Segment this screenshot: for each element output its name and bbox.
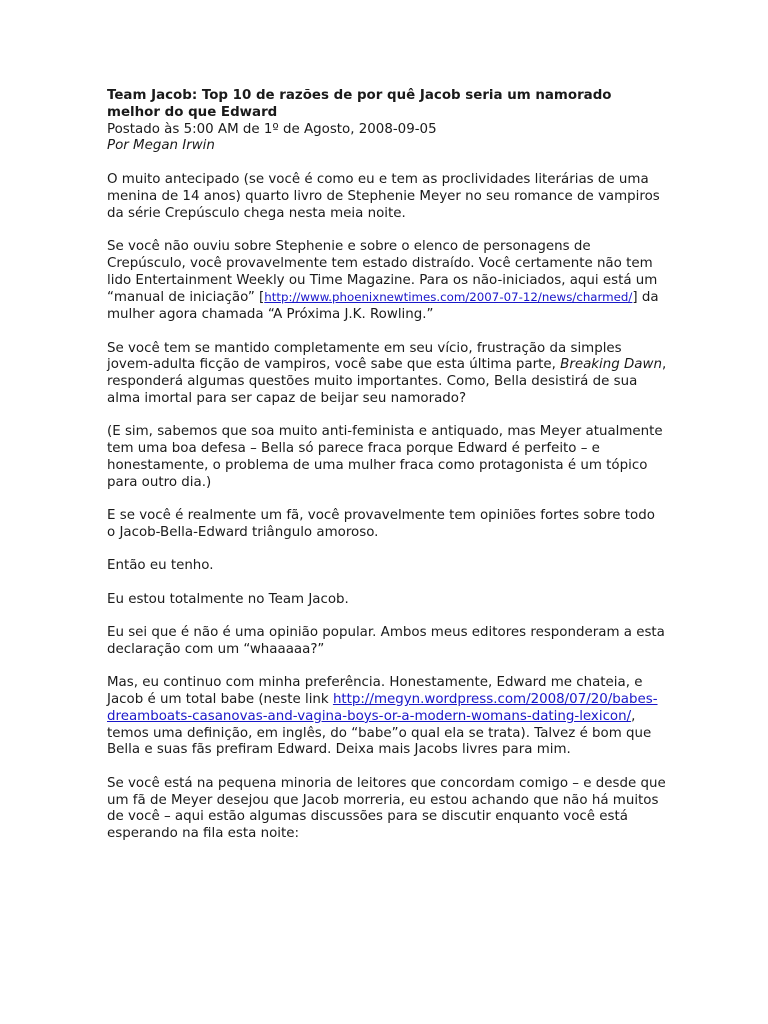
- paragraph-text: , temos uma definição, em inglês, do “babe”o qual ela se trata). Talvez é bom que Bella e suas fãs prefiram Edward. Deixa mais Jacobs livres para mim.: [107, 708, 652, 758]
- paragraph-background: [107, 239, 667, 324]
- post-date: Postado às 5:00 AM de 1º de Agosto, 2008-09-05: [107, 121, 437, 137]
- article-title: Team Jacob: Top 10 de razões de por quê Jacob seria um namorado melhor do que Edward: [107, 88, 612, 120]
- paragraph-preference: [107, 675, 667, 759]
- paragraph-text: , responderá algumas questões muito importantes. Como, Bella desistirá de sua alma imortal para ser capaz de beijar seu namorado?: [107, 357, 667, 406]
- phoenix-newtimes-link[interactable]: http://www.phoenixnewtimes.com/2007-07-12/news/charmed/: [264, 290, 633, 305]
- paragraph-feminism: (E sim, sabemos que soa muito anti-feminista e antiquado, mas Meyer atualmente tem uma boa defesa – Bella só parece fraca porque Edward é perfeito – e honestamente, o problema de uma mulher fraca como protagonista é um tópico para outro dia.): [107, 424, 663, 490]
- megyn-wordpress-link[interactable]: http://megyn.wordpress.com/2008/07/20/babes-dreamboats-casanovas-and-vagina-boys-or-a-modern-womans-dating-lexicon/: [107, 692, 658, 724]
- document-page: [107, 88, 667, 843]
- paragraph-intro: O muito antecipado (se você é como eu e tem as proclividades literárias de uma menina de 14 anos) quarto livro de Stephenie Meyer no seu romance de vampiros da série Crepúsculo chega nesta meia noite.: [107, 171, 660, 221]
- paragraph-breaking-dawn: [107, 341, 667, 408]
- paragraph-team-jacob: Eu estou totalmente no Team Jacob.: [107, 591, 349, 607]
- book-title: Breaking Dawn: [560, 357, 662, 373]
- paragraph-minority: Se você está na pequena minoria de leitores que concordam comigo – e desde que um fã de Meyer desejou que Jacob morreria, eu estou achando que não há muitos de você – aqui estão algumas discussões para se discutir enquanto você está esperando na fila esta noite:: [107, 775, 666, 842]
- paragraph-love-triangle: E se você é realmente um fã, você provavelmente tem opiniões fortes sobre todo o Jacob-Bella-Edward triângulo amoroso.: [107, 508, 655, 540]
- paragraph-text: Se você tem se mantido completamente em seu vício, frustração da simples jovem-adulta ficção de vampiros, você sabe que esta última parte,: [107, 340, 622, 373]
- paragraph-text: Mas, eu continuo com minha preferência. Honestamente, Edward me chateia, e Jacob é um total babe (neste link: [107, 675, 643, 708]
- paragraph-so-do-i: Então eu tenho.: [107, 558, 214, 574]
- paragraph-unpopular: Eu sei que é não é uma opinião popular. Ambos meus editores responderam a esta declaração com um “whaaaaa?”: [107, 625, 665, 657]
- paragraph-text: Se você não ouviu sobre Stephenie e sobre o elenco de personagens de Crepúsculo, você provavelmente tem estado distraído. Você certamente não tem lido Entertainment Weekly ou Time Magazine. Para os não-iniciados, aqui está um “manual de iniciação” [: [107, 238, 658, 306]
- paragraph-text: ] da mulher agora chamada “A Próxima J.K. Rowling.”: [107, 290, 659, 323]
- author-byline: Por Megan Irwin: [107, 138, 215, 154]
